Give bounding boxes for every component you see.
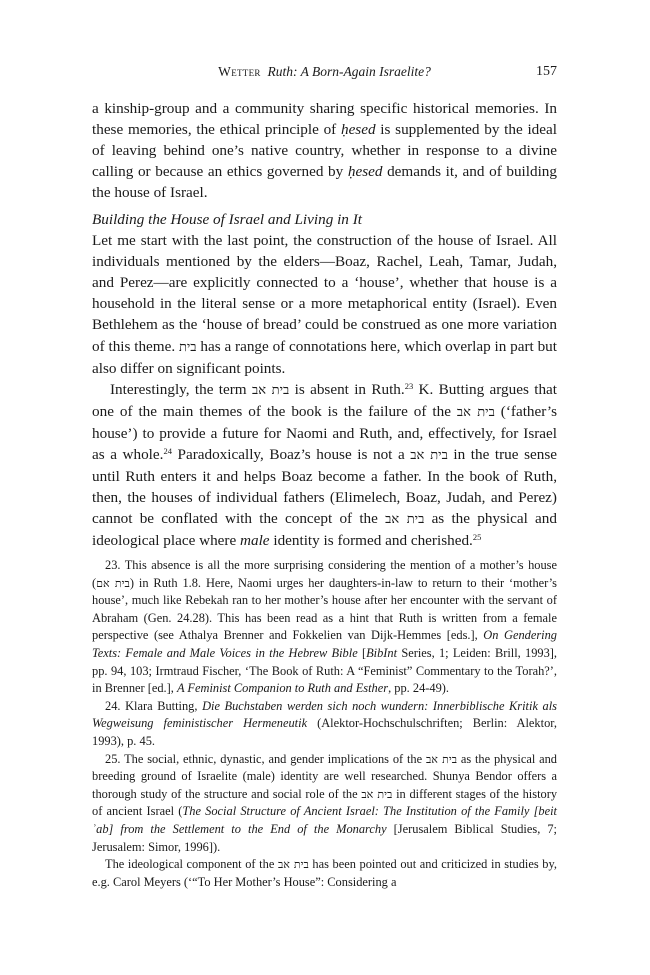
p3-text-f: in the true sense until Ruth enters it and helps Boaz become a father. In the book of Ruth, then, the houses of individual fathers (Elimelech, Boaz, Judah, and Perez) cannot be conflated with the concept of the [92,446,557,528]
fn23-text-a: 23. This absence is all the more surprising considering the mention of a mother’s house ( [92,558,557,590]
paragraph-1 [92,98,557,203]
fn23-text-d: Series, 1; Leiden: Brill, 1993], pp. 94, 103; Irmtraud Fischer, ‘The Book of Ruth: A “Feminist” Commentary to the Torah?’, in Brenner [ed.], [92,645,558,696]
fn25-title: The Social Structure of Ancient Israel: The Institution of the Family [beit ʾab] from the Settlement to the End of the Monarchy [92,804,557,836]
fn25b-text-a: The ideological component of the [105,857,278,872]
p3-hebrew-4: בית אב [385,512,425,528]
fn25-hebrew-1: בית אב [425,752,457,766]
fn23-text-b: ) in Ruth 1.8. Here, Naomi urges her daughters-in-law to return to their ‘mother’s house’, much like Rebekah ran to her mother’s house after her encounter with the servant of Abraham (Gen. 24.28). This has been read as a hint that Ruth is written from a female perspective (see Athalya Brenner and Fokkelien van Dijk-Hemmes [eds.], [92,575,558,643]
p1-hesed-2: ḥesed [347,163,383,181]
fn23-hebrew: בית אם [96,576,130,590]
fn24-title: Die Buchstaben werden sich noch wundern: Innerbiblische Kritik als Wegweisung feministischer Hermeneutik [92,698,557,731]
footnote-24 [92,698,557,751]
p1-text-b: is supplemented by the ideal of leaving behind one’s native country, whether in response to a divine calling or because an ethics governed by [92,121,557,181]
page-number: 157 [536,64,557,79]
fn25-text-c: in different stages of the history of ancient Israel ( [92,786,558,819]
running-head-author: Wetter [218,64,261,79]
fn23-title-2: BibInt [366,645,398,660]
p3-text-b: is absent in Ruth. [289,380,405,398]
footnote-ref-25[interactable]: 25 [472,532,482,543]
paragraph-3 [92,379,557,552]
footnotes [92,557,557,891]
footnote-25-continued [92,856,557,891]
p3-hebrew-3: בית אב [410,448,448,464]
fn25-hebrew-2: בית אב [361,787,393,801]
p2-hebrew: בית [178,339,197,355]
fn23-text-e: , pp. 24-49). [388,681,450,696]
p2-text-b: has a range of connotations here, which overlap in part but also differ on significant points. [92,337,557,377]
fn25b-hebrew: בית אב [277,858,309,872]
fn25-text-a: 25. The social, ethnic, dynastic, and gender implications of the [105,751,426,766]
p3-text-g: as the physical and ideological place where [92,510,557,550]
footnote-25 [92,751,557,857]
p3-text-d: (‘father’s house’) to provide a future for Naomi and Ruth, and, effectively, for Israel as a whole. [92,402,558,464]
p3-emphasis-male: male [240,532,270,550]
footnote-ref-24[interactable]: 24 [163,446,172,457]
fn25-text-d: [Jerusalem Biblical Studies, 7; Jerusalem: Simor, 1996]). [92,821,557,854]
p1-text-c: demands it, and of building the house of Israel. [92,163,557,202]
p2-text-a: Let me start with the last point, the construction of the house of Israel. All individuals mentioned by the elders—Boaz, Rachel, Leah, Tamar, Judah, and Perez—are explicitly connected to a ‘house’, whether that house is a household in the literal sense or a more metaphorical entity (Israel). Even Bethlehem as the ‘house of bread’ could be construed as one more variation of this theme. [92,232,557,355]
running-head-title [92,64,557,80]
footnote-ref-23[interactable]: 23 [404,380,414,391]
p3-hebrew-2: בית אב [456,404,495,420]
p1-hesed-1: ḥesed [340,121,376,139]
section-subheading: Building the House of Israel and Living in It [92,211,362,228]
paragraph-2 [92,230,557,379]
fn23-title-3: A Feminist Companion to Ruth and Esther [176,681,389,696]
p3-hebrew-1: בית אב [251,382,290,398]
fn25-text-b: as the physical and breeding ground of Israelite (male) identity are well researched. Shunya Bendor offers a thorough study of the structure and social role of the [92,751,557,801]
footnote-23 [92,557,557,698]
p3-text-h: identity is formed and cherished. [269,532,473,550]
fn23-text-c: [ [357,645,367,660]
p1-text-a: a kinship-group and a community sharing specific historical memories. In these memories, the ethical principle of [92,100,557,139]
body-text-top [92,98,557,203]
p3-text-e: Paradoxically, Boaz’s house is not a [171,446,411,464]
body-text-section [92,209,557,552]
p3-text-a: Interestingly, the term [110,380,252,398]
fn24-text-a: 24. Klara Butting, [105,698,203,713]
running-head-article-title: Ruth: A Born-Again Israelite? [267,64,431,79]
fn23-title-1: On Gendering Texts: Female and Male Voices in the Hebrew Bible [92,628,557,660]
fn24-text-b: (Alektor-Hochschulschriften; Berlin: Alektor, 1993), p. 45. [92,716,557,748]
fn25b-text-b: has been pointed out and criticized in studies by, e.g. Carol Meyers (‘“To Her Mother’s House”: Considering a [92,857,557,889]
running-head [92,64,557,84]
p3-text-c: K. Butting argues that one of the main themes of the book is the failure of the [92,380,557,420]
